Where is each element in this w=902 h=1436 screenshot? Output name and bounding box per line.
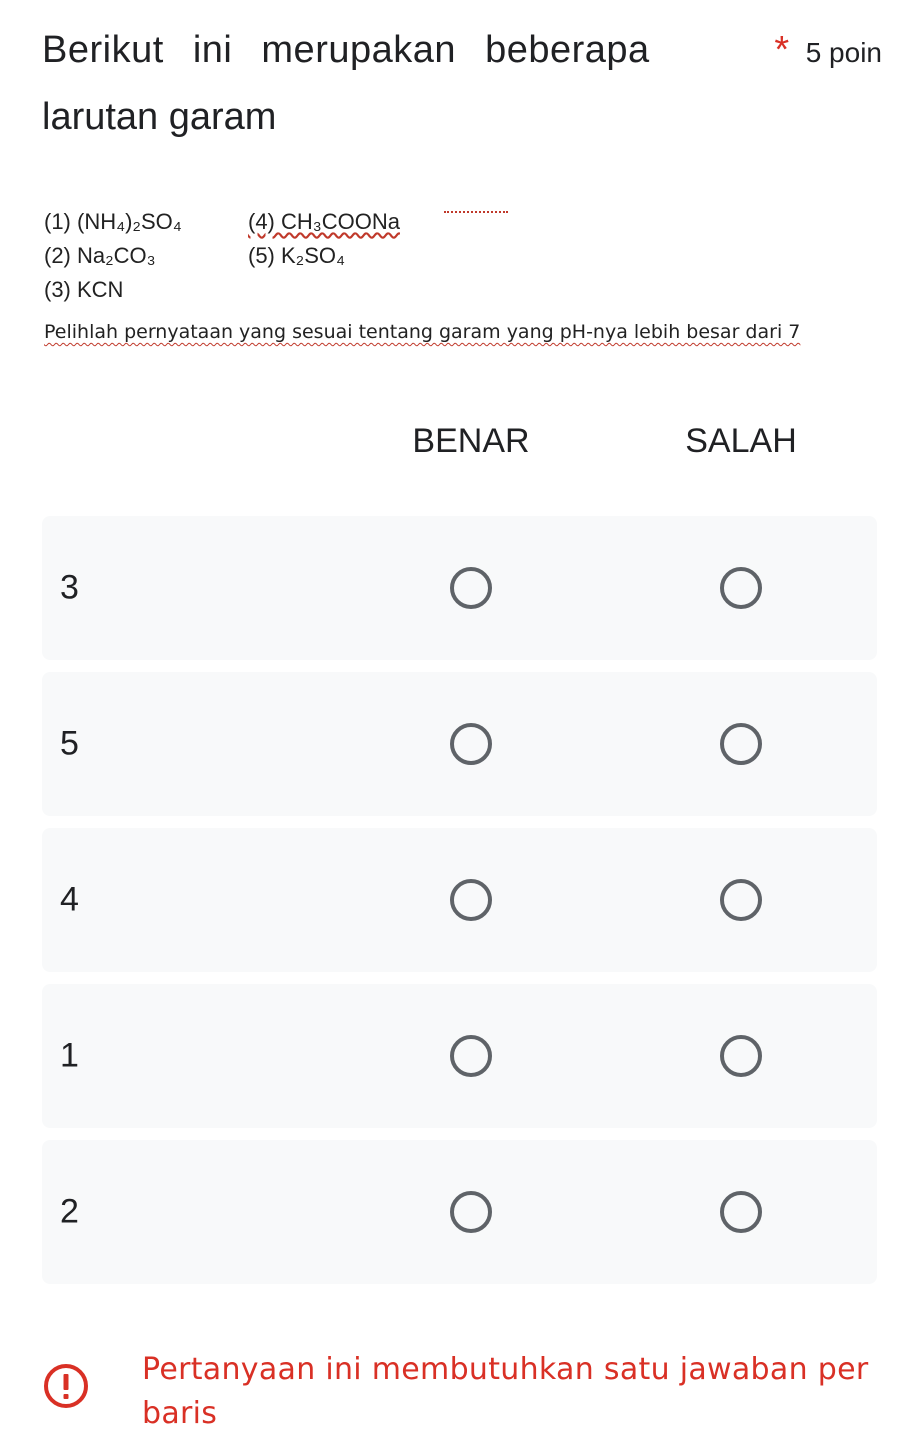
grid-row bbox=[42, 516, 877, 660]
row-label: 2 bbox=[60, 1192, 79, 1231]
radio-salah[interactable] bbox=[720, 1191, 762, 1233]
row-label: 1 bbox=[60, 1036, 79, 1075]
required-asterisk: * bbox=[774, 29, 790, 71]
validation-error bbox=[42, 1348, 882, 1436]
grid-row bbox=[42, 984, 877, 1128]
question-title-line1: Berikut ini merupakan beberapa bbox=[42, 29, 650, 71]
compound-2: (2) Na₂CO₃ bbox=[44, 243, 156, 268]
question-title-line2: larutan garam bbox=[42, 96, 277, 138]
row-label: 3 bbox=[60, 568, 79, 607]
compound-row bbox=[44, 273, 884, 307]
compound-row bbox=[44, 239, 884, 273]
row-label: 5 bbox=[60, 724, 79, 763]
question-title bbox=[42, 18, 882, 149]
error-icon bbox=[42, 1362, 90, 1410]
annotation-dotted-line bbox=[444, 211, 508, 213]
radio-salah[interactable] bbox=[720, 567, 762, 609]
points-label: 5 poin bbox=[805, 37, 882, 68]
grid-column-headers bbox=[0, 422, 902, 472]
radio-benar[interactable] bbox=[450, 879, 492, 921]
radio-benar[interactable] bbox=[450, 1035, 492, 1077]
grid-row bbox=[42, 672, 877, 816]
compound-5: (5) K₂SO₄ bbox=[248, 243, 345, 268]
compound-3: (3) KCN bbox=[44, 277, 124, 302]
error-message: Pertanyaan ini membutuhkan satu jawaban per baris bbox=[142, 1352, 869, 1431]
radio-benar[interactable] bbox=[450, 567, 492, 609]
radio-salah[interactable] bbox=[720, 723, 762, 765]
radio-salah[interactable] bbox=[720, 879, 762, 921]
radio-benar[interactable] bbox=[450, 723, 492, 765]
column-header-benar: BENAR bbox=[412, 422, 530, 460]
compound-1: (1) (NH₄)₂SO₄ bbox=[44, 209, 182, 234]
compound-4: (4) CH₃COONa bbox=[248, 209, 400, 234]
grid-row bbox=[42, 828, 877, 972]
radio-benar[interactable] bbox=[450, 1191, 492, 1233]
column-header-salah: SALAH bbox=[685, 422, 797, 460]
row-label: 4 bbox=[60, 880, 79, 919]
question-image bbox=[44, 205, 884, 343]
instruction-text: Pelihlah pernyataan yang sesuai tentang garam yang pH-nya lebih besar dari 7 bbox=[44, 321, 801, 343]
grid-row bbox=[42, 1140, 877, 1284]
radio-salah[interactable] bbox=[720, 1035, 762, 1077]
